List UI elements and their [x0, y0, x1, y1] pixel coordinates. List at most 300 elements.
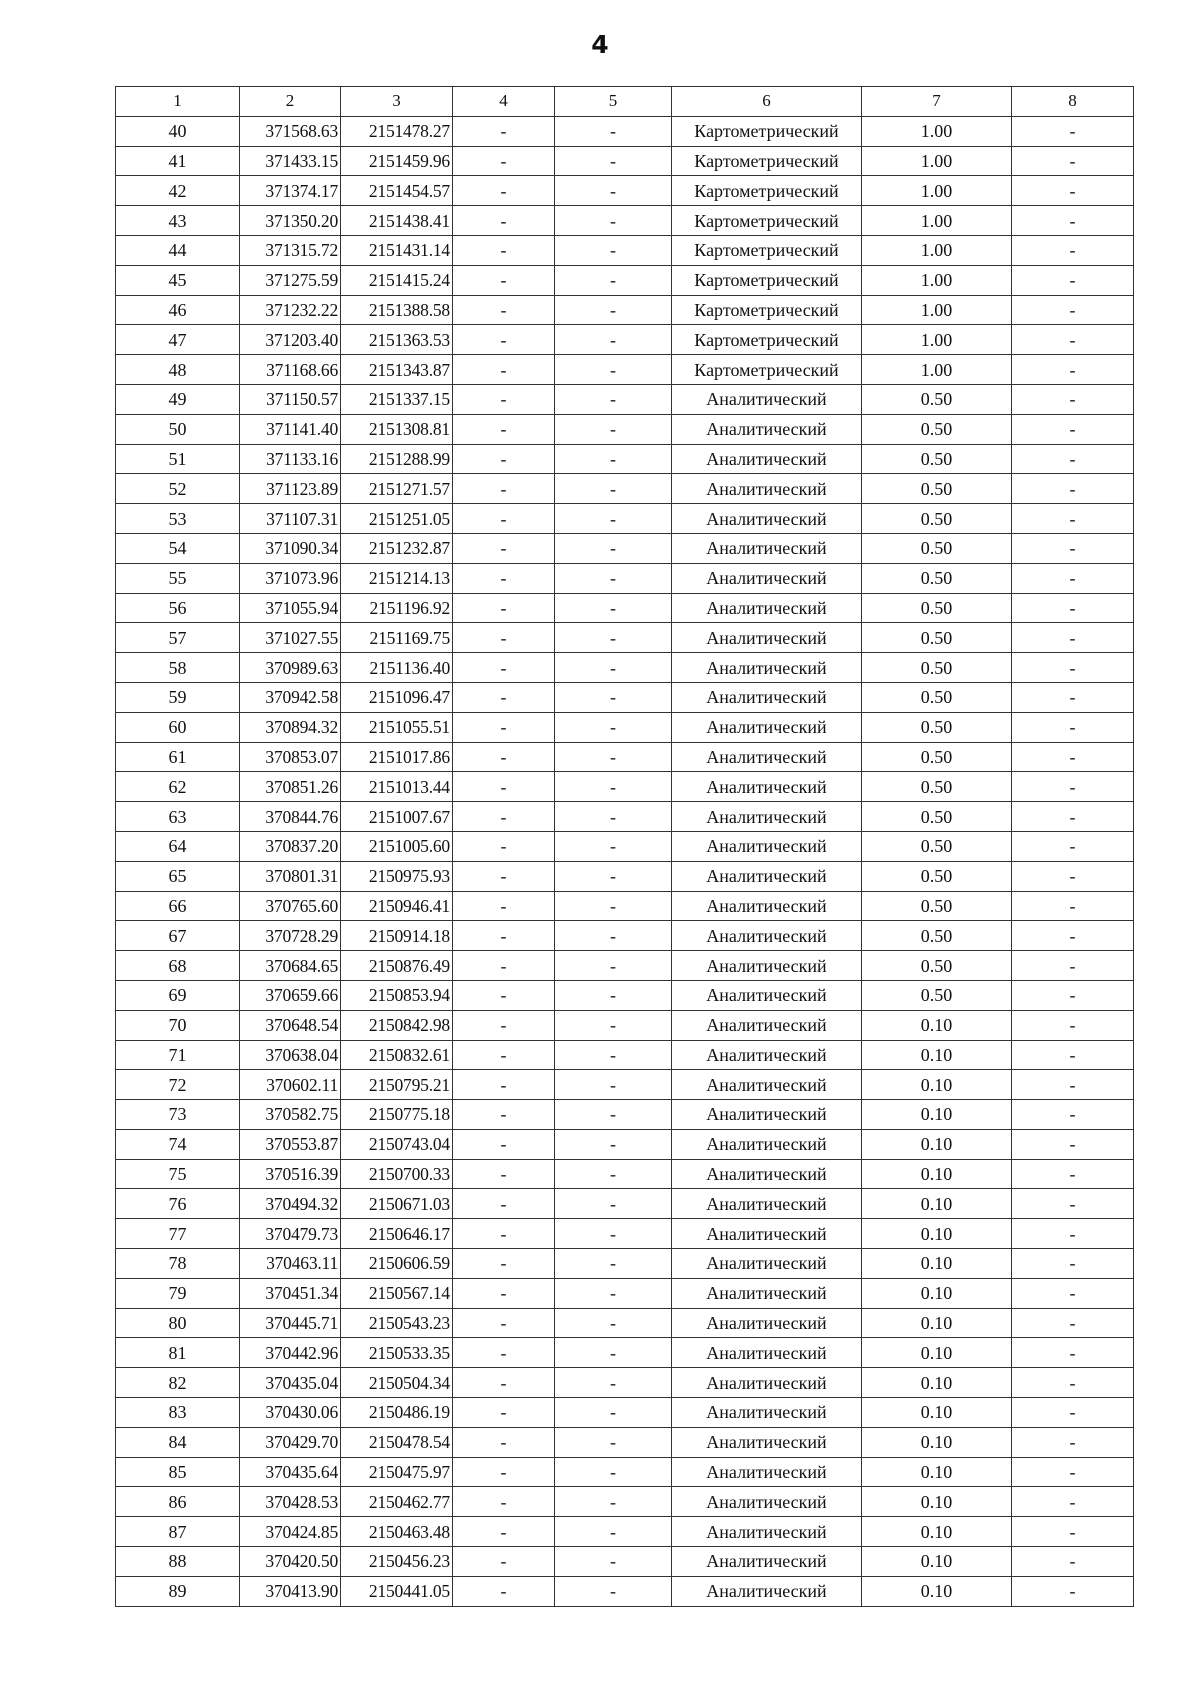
point-number-cell: 53: [116, 504, 240, 534]
y-coordinate-cell: 2150533.35: [341, 1338, 453, 1368]
table-row: [116, 1398, 1134, 1428]
x-coordinate-cell: 370765.60: [240, 891, 341, 921]
column-5-cell: -: [555, 921, 672, 951]
y-coordinate-cell: 2151196.92: [341, 593, 453, 623]
column-8-cell: -: [1012, 1547, 1134, 1577]
column-5-cell: -: [555, 295, 672, 325]
column-8-cell: -: [1012, 355, 1134, 385]
x-coordinate-cell: 370844.76: [240, 802, 341, 832]
accuracy-cell: 0.50: [862, 831, 1012, 861]
y-coordinate-cell: 2151214.13: [341, 563, 453, 593]
column-5-cell: -: [555, 682, 672, 712]
column-5-cell: -: [555, 355, 672, 385]
y-coordinate-cell: 2151388.58: [341, 295, 453, 325]
x-coordinate-cell: 370894.32: [240, 712, 341, 742]
accuracy-cell: 1.00: [862, 146, 1012, 176]
point-number-cell: 51: [116, 444, 240, 474]
x-coordinate-cell: 370516.39: [240, 1159, 341, 1189]
column-4-cell: -: [453, 921, 555, 951]
column-8-cell: -: [1012, 802, 1134, 832]
column-8-cell: -: [1012, 1427, 1134, 1457]
column-5-cell: -: [555, 444, 672, 474]
column-5-cell: -: [555, 146, 672, 176]
method-cell: Картометрический: [672, 355, 862, 385]
column-8-cell: -: [1012, 682, 1134, 712]
column-8-cell: -: [1012, 1010, 1134, 1040]
column-5-cell: -: [555, 176, 672, 206]
y-coordinate-cell: 2150775.18: [341, 1100, 453, 1130]
column-4-cell: -: [453, 1487, 555, 1517]
x-coordinate-cell: 371133.16: [240, 444, 341, 474]
column-4-cell: -: [453, 206, 555, 236]
point-number-cell: 52: [116, 474, 240, 504]
column-4-cell: -: [453, 563, 555, 593]
column-5-cell: -: [555, 1427, 672, 1457]
column-4-cell: -: [453, 1159, 555, 1189]
method-cell: Аналитический: [672, 1249, 862, 1279]
column-8-cell: -: [1012, 653, 1134, 683]
column-4-cell: -: [453, 623, 555, 653]
table-row: [116, 831, 1134, 861]
point-number-cell: 66: [116, 891, 240, 921]
column-5-cell: -: [555, 1398, 672, 1428]
column-8-cell: -: [1012, 712, 1134, 742]
column-8-cell: -: [1012, 206, 1134, 236]
point-number-cell: 48: [116, 355, 240, 385]
column-8-cell: -: [1012, 1040, 1134, 1070]
table-row: [116, 891, 1134, 921]
y-coordinate-cell: 2151005.60: [341, 831, 453, 861]
x-coordinate-cell: 370989.63: [240, 653, 341, 683]
y-coordinate-cell: 2150456.23: [341, 1547, 453, 1577]
column-4-cell: -: [453, 355, 555, 385]
point-number-cell: 49: [116, 384, 240, 414]
page-number: 4: [591, 30, 609, 59]
x-coordinate-cell: 371107.31: [240, 504, 341, 534]
x-coordinate-cell: 371203.40: [240, 325, 341, 355]
column-5-cell: -: [555, 1249, 672, 1279]
column-5-cell: -: [555, 951, 672, 981]
column-5-cell: -: [555, 1100, 672, 1130]
point-number-cell: 89: [116, 1576, 240, 1606]
column-4-cell: -: [453, 414, 555, 444]
method-cell: Аналитический: [672, 593, 862, 623]
method-cell: Аналитический: [672, 414, 862, 444]
x-coordinate-cell: 371275.59: [240, 265, 341, 295]
accuracy-cell: 0.10: [862, 1278, 1012, 1308]
accuracy-cell: 0.10: [862, 1219, 1012, 1249]
table-row: [116, 414, 1134, 444]
column-5-cell: -: [555, 116, 672, 146]
y-coordinate-cell: 2151454.57: [341, 176, 453, 206]
y-coordinate-cell: 2150832.61: [341, 1040, 453, 1070]
accuracy-cell: 0.50: [862, 802, 1012, 832]
y-coordinate-cell: 2151169.75: [341, 623, 453, 653]
table-row: [116, 593, 1134, 623]
column-4-cell: -: [453, 295, 555, 325]
column-8-cell: -: [1012, 325, 1134, 355]
y-coordinate-cell: 2151232.87: [341, 533, 453, 563]
table-header-row: [116, 87, 1134, 117]
table-row: [116, 146, 1134, 176]
method-cell: Аналитический: [672, 563, 862, 593]
column-5-cell: -: [555, 1487, 672, 1517]
x-coordinate-cell: 371374.17: [240, 176, 341, 206]
accuracy-cell: 0.50: [862, 712, 1012, 742]
column-4-cell: -: [453, 504, 555, 534]
point-number-cell: 81: [116, 1338, 240, 1368]
column-5-cell: -: [555, 861, 672, 891]
column-4-cell: -: [453, 1129, 555, 1159]
column-8-cell: -: [1012, 1189, 1134, 1219]
point-number-cell: 87: [116, 1517, 240, 1547]
point-number-cell: 77: [116, 1219, 240, 1249]
table-row: [116, 712, 1134, 742]
y-coordinate-cell: 2151337.15: [341, 384, 453, 414]
column-4-cell: -: [453, 1368, 555, 1398]
x-coordinate-cell: 371055.94: [240, 593, 341, 623]
accuracy-cell: 0.10: [862, 1249, 1012, 1279]
y-coordinate-cell: 2150914.18: [341, 921, 453, 951]
point-number-cell: 60: [116, 712, 240, 742]
point-number-cell: 45: [116, 265, 240, 295]
method-cell: Аналитический: [672, 921, 862, 951]
method-cell: Аналитический: [672, 1427, 862, 1457]
point-number-cell: 85: [116, 1457, 240, 1487]
x-coordinate-cell: 370494.32: [240, 1189, 341, 1219]
table-row: [116, 504, 1134, 534]
method-cell: Аналитический: [672, 1070, 862, 1100]
y-coordinate-cell: 2150842.98: [341, 1010, 453, 1040]
table-row: [116, 772, 1134, 802]
table-row: [116, 1159, 1134, 1189]
table-row: [116, 176, 1134, 206]
column-header: 5: [555, 87, 672, 117]
accuracy-cell: 0.50: [862, 742, 1012, 772]
y-coordinate-cell: 2151308.81: [341, 414, 453, 444]
accuracy-cell: 0.50: [862, 504, 1012, 534]
point-number-cell: 43: [116, 206, 240, 236]
column-4-cell: -: [453, 682, 555, 712]
y-coordinate-cell: 2150504.34: [341, 1368, 453, 1398]
method-cell: Картометрический: [672, 176, 862, 206]
x-coordinate-cell: 371568.63: [240, 116, 341, 146]
column-4-cell: -: [453, 861, 555, 891]
accuracy-cell: 0.10: [862, 1398, 1012, 1428]
column-5-cell: -: [555, 980, 672, 1010]
point-number-cell: 72: [116, 1070, 240, 1100]
x-coordinate-cell: 370638.04: [240, 1040, 341, 1070]
x-coordinate-cell: 370837.20: [240, 831, 341, 861]
x-coordinate-cell: 370430.06: [240, 1398, 341, 1428]
column-5-cell: -: [555, 1576, 672, 1606]
column-8-cell: -: [1012, 593, 1134, 623]
accuracy-cell: 0.50: [862, 921, 1012, 951]
point-number-cell: 59: [116, 682, 240, 712]
y-coordinate-cell: 2150646.17: [341, 1219, 453, 1249]
column-4-cell: -: [453, 1398, 555, 1428]
table-row: [116, 1457, 1134, 1487]
method-cell: Аналитический: [672, 1338, 862, 1368]
y-coordinate-cell: 2150671.03: [341, 1189, 453, 1219]
table-row: [116, 1219, 1134, 1249]
accuracy-cell: 1.00: [862, 265, 1012, 295]
y-coordinate-cell: 2150462.77: [341, 1487, 453, 1517]
y-coordinate-cell: 2150463.48: [341, 1517, 453, 1547]
table-row: [116, 1547, 1134, 1577]
table-row: [116, 921, 1134, 951]
column-5-cell: -: [555, 414, 672, 444]
point-number-cell: 50: [116, 414, 240, 444]
accuracy-cell: 0.50: [862, 653, 1012, 683]
column-4-cell: -: [453, 1517, 555, 1547]
table-row: [116, 116, 1134, 146]
column-4-cell: -: [453, 1576, 555, 1606]
method-cell: Аналитический: [672, 1189, 862, 1219]
column-4-cell: -: [453, 444, 555, 474]
table-row: [116, 1576, 1134, 1606]
column-8-cell: -: [1012, 861, 1134, 891]
table-row: [116, 623, 1134, 653]
x-coordinate-cell: 370435.64: [240, 1457, 341, 1487]
x-coordinate-cell: 370413.90: [240, 1576, 341, 1606]
column-4-cell: -: [453, 593, 555, 623]
accuracy-cell: 1.00: [862, 176, 1012, 206]
point-number-cell: 82: [116, 1368, 240, 1398]
column-5-cell: -: [555, 504, 672, 534]
column-4-cell: -: [453, 742, 555, 772]
x-coordinate-cell: 370582.75: [240, 1100, 341, 1130]
y-coordinate-cell: 2151431.14: [341, 235, 453, 265]
method-cell: Аналитический: [672, 1129, 862, 1159]
column-8-cell: -: [1012, 742, 1134, 772]
column-4-cell: -: [453, 176, 555, 206]
table-row: [116, 265, 1134, 295]
column-8-cell: -: [1012, 921, 1134, 951]
column-4-cell: -: [453, 891, 555, 921]
column-5-cell: -: [555, 474, 672, 504]
table-row: [116, 653, 1134, 683]
x-coordinate-cell: 370442.96: [240, 1338, 341, 1368]
column-header: 8: [1012, 87, 1134, 117]
method-cell: Аналитический: [672, 891, 862, 921]
method-cell: Картометрический: [672, 146, 862, 176]
table-row: [116, 325, 1134, 355]
point-number-cell: 55: [116, 563, 240, 593]
y-coordinate-cell: 2151251.05: [341, 504, 453, 534]
column-5-cell: -: [555, 1308, 672, 1338]
method-cell: Аналитический: [672, 712, 862, 742]
column-5-cell: -: [555, 831, 672, 861]
y-coordinate-cell: 2150478.54: [341, 1427, 453, 1457]
y-coordinate-cell: 2151459.96: [341, 146, 453, 176]
y-coordinate-cell: 2151478.27: [341, 116, 453, 146]
x-coordinate-cell: 371090.34: [240, 533, 341, 563]
point-number-cell: 88: [116, 1547, 240, 1577]
point-number-cell: 56: [116, 593, 240, 623]
column-5-cell: -: [555, 1278, 672, 1308]
column-5-cell: -: [555, 533, 672, 563]
column-8-cell: -: [1012, 1338, 1134, 1368]
y-coordinate-cell: 2151136.40: [341, 653, 453, 683]
column-8-cell: -: [1012, 1278, 1134, 1308]
column-5-cell: -: [555, 712, 672, 742]
accuracy-cell: 0.10: [862, 1129, 1012, 1159]
table-row: [116, 533, 1134, 563]
coordinates-table: [115, 86, 1134, 1607]
column-8-cell: -: [1012, 951, 1134, 981]
point-number-cell: 76: [116, 1189, 240, 1219]
point-number-cell: 62: [116, 772, 240, 802]
column-5-cell: -: [555, 265, 672, 295]
column-5-cell: -: [555, 1547, 672, 1577]
column-5-cell: -: [555, 1129, 672, 1159]
column-8-cell: -: [1012, 533, 1134, 563]
accuracy-cell: 0.10: [862, 1070, 1012, 1100]
column-4-cell: -: [453, 1427, 555, 1457]
x-coordinate-cell: 370942.58: [240, 682, 341, 712]
method-cell: Аналитический: [672, 1576, 862, 1606]
column-4-cell: -: [453, 1338, 555, 1368]
method-cell: Картометрический: [672, 235, 862, 265]
point-number-cell: 58: [116, 653, 240, 683]
y-coordinate-cell: 2150475.97: [341, 1457, 453, 1487]
column-5-cell: -: [555, 1040, 672, 1070]
column-5-cell: -: [555, 1517, 672, 1547]
column-5-cell: -: [555, 235, 672, 265]
point-number-cell: 57: [116, 623, 240, 653]
point-number-cell: 84: [116, 1427, 240, 1457]
column-8-cell: -: [1012, 891, 1134, 921]
column-header: 3: [341, 87, 453, 117]
y-coordinate-cell: 2150853.94: [341, 980, 453, 1010]
column-8-cell: -: [1012, 623, 1134, 653]
method-cell: Аналитический: [672, 1517, 862, 1547]
x-coordinate-cell: 371350.20: [240, 206, 341, 236]
accuracy-cell: 0.10: [862, 1040, 1012, 1070]
x-coordinate-cell: 370602.11: [240, 1070, 341, 1100]
point-number-cell: 46: [116, 295, 240, 325]
column-5-cell: -: [555, 1219, 672, 1249]
column-4-cell: -: [453, 772, 555, 802]
column-5-cell: -: [555, 1159, 672, 1189]
column-4-cell: -: [453, 116, 555, 146]
x-coordinate-cell: 371433.15: [240, 146, 341, 176]
accuracy-cell: 0.50: [862, 533, 1012, 563]
table-body: [116, 87, 1134, 1607]
accuracy-cell: 0.50: [862, 593, 1012, 623]
column-8-cell: -: [1012, 504, 1134, 534]
table-row: [116, 1487, 1134, 1517]
y-coordinate-cell: 2150700.33: [341, 1159, 453, 1189]
x-coordinate-cell: 371027.55: [240, 623, 341, 653]
column-8-cell: -: [1012, 265, 1134, 295]
method-cell: Аналитический: [672, 682, 862, 712]
column-8-cell: -: [1012, 384, 1134, 414]
column-4-cell: -: [453, 1189, 555, 1219]
column-8-cell: -: [1012, 1457, 1134, 1487]
method-cell: Аналитический: [672, 831, 862, 861]
accuracy-cell: 0.50: [862, 474, 1012, 504]
table-row: [116, 444, 1134, 474]
x-coordinate-cell: 370553.87: [240, 1129, 341, 1159]
table-row: [116, 1308, 1134, 1338]
accuracy-cell: 0.10: [862, 1159, 1012, 1189]
column-4-cell: -: [453, 802, 555, 832]
column-5-cell: -: [555, 1189, 672, 1219]
point-number-cell: 74: [116, 1129, 240, 1159]
column-8-cell: -: [1012, 1487, 1134, 1517]
method-cell: Аналитический: [672, 533, 862, 563]
accuracy-cell: 0.50: [862, 980, 1012, 1010]
x-coordinate-cell: 370451.34: [240, 1278, 341, 1308]
accuracy-cell: 0.50: [862, 384, 1012, 414]
point-number-cell: 64: [116, 831, 240, 861]
column-4-cell: -: [453, 235, 555, 265]
y-coordinate-cell: 2150946.41: [341, 891, 453, 921]
method-cell: Аналитический: [672, 951, 862, 981]
point-number-cell: 44: [116, 235, 240, 265]
x-coordinate-cell: 371168.66: [240, 355, 341, 385]
column-8-cell: -: [1012, 1398, 1134, 1428]
y-coordinate-cell: 2151343.87: [341, 355, 453, 385]
accuracy-cell: 0.50: [862, 861, 1012, 891]
method-cell: Картометрический: [672, 116, 862, 146]
method-cell: Аналитический: [672, 653, 862, 683]
y-coordinate-cell: 2151017.86: [341, 742, 453, 772]
x-coordinate-cell: 370648.54: [240, 1010, 341, 1040]
accuracy-cell: 0.10: [862, 1368, 1012, 1398]
table-row: [116, 1129, 1134, 1159]
point-number-cell: 69: [116, 980, 240, 1010]
point-number-cell: 42: [116, 176, 240, 206]
x-coordinate-cell: 370420.50: [240, 1547, 341, 1577]
accuracy-cell: 0.50: [862, 772, 1012, 802]
column-4-cell: -: [453, 1278, 555, 1308]
accuracy-cell: 1.00: [862, 116, 1012, 146]
point-number-cell: 47: [116, 325, 240, 355]
column-4-cell: -: [453, 533, 555, 563]
column-5-cell: -: [555, 325, 672, 355]
x-coordinate-cell: 370801.31: [240, 861, 341, 891]
x-coordinate-cell: 371123.89: [240, 474, 341, 504]
table-row: [116, 1427, 1134, 1457]
y-coordinate-cell: 2151096.47: [341, 682, 453, 712]
point-number-cell: 79: [116, 1278, 240, 1308]
column-5-cell: -: [555, 802, 672, 832]
table-row: [116, 1040, 1134, 1070]
table-row: [116, 235, 1134, 265]
x-coordinate-cell: 370463.11: [240, 1249, 341, 1279]
column-4-cell: -: [453, 1070, 555, 1100]
y-coordinate-cell: 2150606.59: [341, 1249, 453, 1279]
x-coordinate-cell: 370428.53: [240, 1487, 341, 1517]
method-cell: Аналитический: [672, 1159, 862, 1189]
column-4-cell: -: [453, 831, 555, 861]
accuracy-cell: 0.10: [862, 1189, 1012, 1219]
point-number-cell: 41: [116, 146, 240, 176]
column-8-cell: -: [1012, 444, 1134, 474]
column-8-cell: -: [1012, 414, 1134, 444]
method-cell: Аналитический: [672, 861, 862, 891]
y-coordinate-cell: 2151271.57: [341, 474, 453, 504]
x-coordinate-cell: 370853.07: [240, 742, 341, 772]
point-number-cell: 70: [116, 1010, 240, 1040]
column-4-cell: -: [453, 474, 555, 504]
column-8-cell: -: [1012, 176, 1134, 206]
y-coordinate-cell: 2150743.04: [341, 1129, 453, 1159]
point-number-cell: 86: [116, 1487, 240, 1517]
